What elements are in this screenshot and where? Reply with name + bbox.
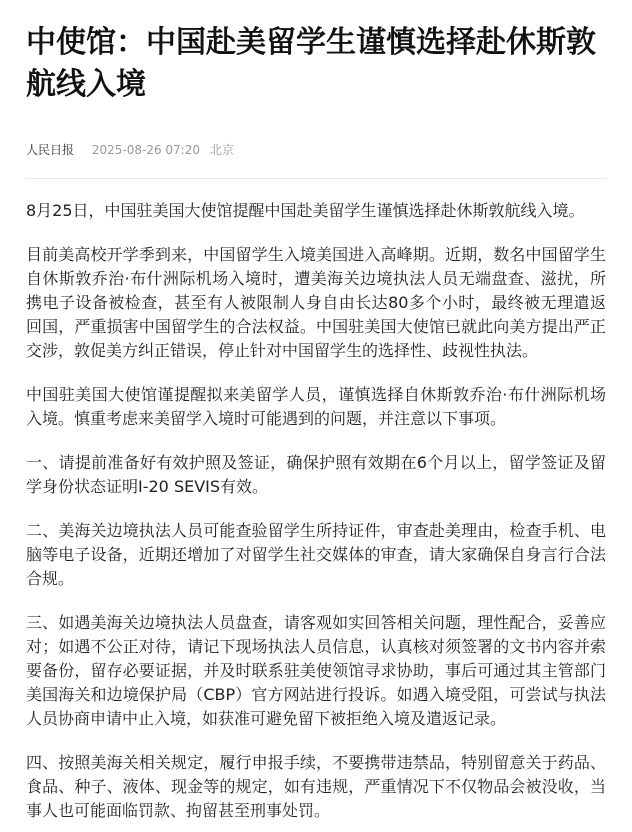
publish-time: 2025-08-26 07:20 — [91, 143, 200, 157]
source-name[interactable]: 人民日报 — [26, 143, 75, 157]
paragraph: 三、如遇美海关边境执法人员盘查，请客观如实回答相关问题，理性配合，妥善应对；如遇不公正对待，请记下现场执法人员信息，认真核对须签署的文书内容并索要备份，留存必要证据，并及时联系驻美使领馆寻求协助，事后可通过其主管部门美国海关和边境保护局（CBP）官方网站进行投诉。如遇入境受阻，可尝试与执法人员协商申请中止入境，如获准可避免留下被拒绝入境及遣返记录。 — [26, 613, 606, 728]
article-body — [26, 199, 606, 823]
paragraph: 四、按照美海关相关规定，履行申报手续，不要携带违禁品，特别留意关于药品、食品、种子、液体、现金等的规定，如有违规，严重情况下不仅物品会被没收，当事人也可能面临罚款、拘留甚至刑事处罚。 — [26, 753, 606, 820]
article-title: 中使馆：中国赴美留学生谨慎选择赴休斯敦航线入境 — [26, 25, 596, 102]
publish-location: 北京 — [209, 143, 234, 157]
paragraph: 一、请提前准备好有效护照及签证，确保护照有效期在6个月以上，留学签证及留学身份状态证明I-20 SEVIS有效。 — [26, 453, 606, 496]
paragraph: 二、美海关边境执法人员可能查验留学生所持证件，审查赴美理由，检查手机、电脑等电子设备，近期还增加了对留学生社交媒体的审查，请大家确保自身言行合法合规。 — [26, 521, 606, 588]
paragraph: 8月25日，中国驻美国大使馆提醒中国赴美留学生谨慎选择赴休斯敦航线入境。 — [26, 201, 585, 220]
paragraph: 中国驻美国大使馆谨提醒拟来美留学人员，谨慎选择自休斯敦乔治·布什洲际机场入境。慎重考虑来美留学入境时可能遇到的问题，并注意以下事项。 — [26, 385, 606, 428]
article-meta — [26, 142, 606, 158]
meta-divider — [26, 178, 606, 179]
paragraph: 目前美高校开学季到来，中国留学生入境美国进入高峰期。近期，数名中国留学生自休斯敦乔治·布什洲际机场入境时，遭美海关边境执法人员无端盘查、滋扰，所携电子设备被检查，甚至有人被限制人身自由长达80多个小时，最终被无理遣返回国，严重损害中国留学生的合法权益。中国驻美国大使馆已就此向美方提出严正交涉，敦促美方纠正错误，停止针对中国留学生的选择性、歧视性执法。 — [26, 245, 606, 360]
